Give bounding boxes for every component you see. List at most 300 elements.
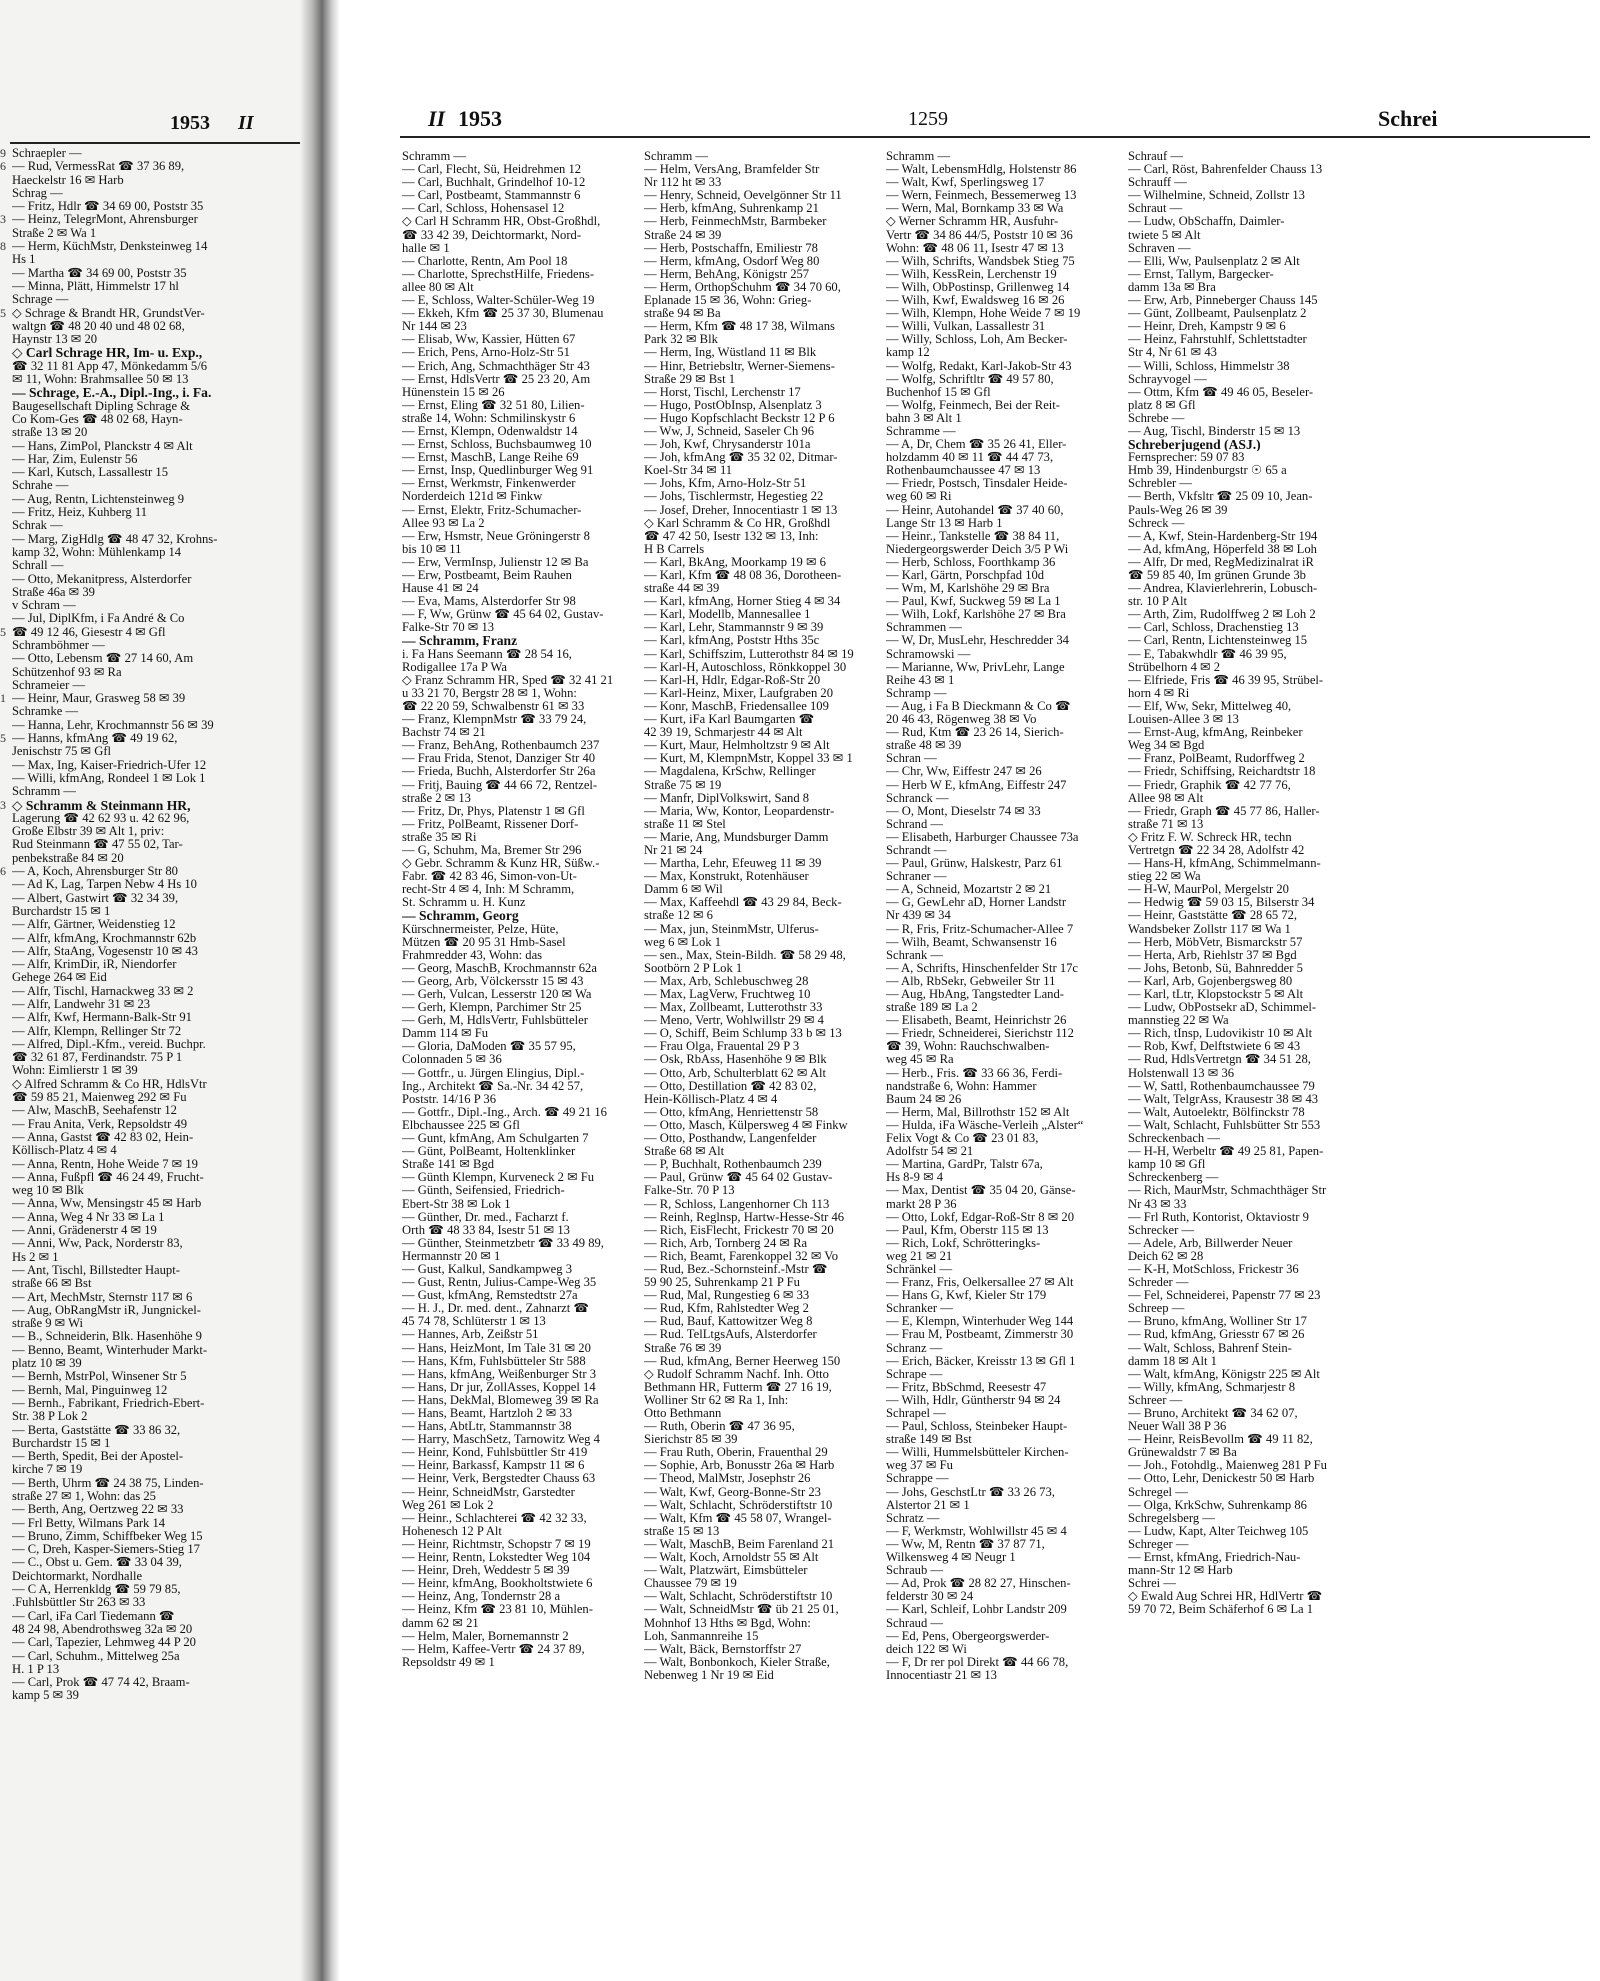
directory-entry-line: Schramm — — [886, 150, 951, 163]
directory-entry-line: — Willy, kfmAng, Schmarjestr 8 — [1128, 1380, 1296, 1394]
directory-entry-line: — Berth, Ang, Oertzweg 22 ✉ 33 — [12, 1503, 184, 1517]
directory-entry-line: — Herm, Ing, Wüstland 11 ✉ Blk — [644, 346, 817, 360]
directory-entry-line: — Walt, Schloss, Bahrenf Stein- — [1128, 1341, 1292, 1355]
directory-entry-line: kirche 7 ✉ 19 — [12, 1463, 83, 1477]
directory-entry-line: Fernsprecher: 59 07 83 — [1128, 451, 1245, 465]
directory-entry-line: ◇ Franz Schramm HR, Sped ☎ 32 41 21 — [402, 673, 614, 687]
directory-entry-line: Schrameier — — [12, 678, 86, 692]
directory-entry-line: — Wolfg, Feinmech, Bei der Reit- — [886, 398, 1060, 412]
directory-entry-line: ☎ 32 61 87, Ferdinandstr. 75 P 1 — [12, 1051, 183, 1065]
directory-entry-line: Straße 29 ✉ Bst 1 — [644, 372, 736, 386]
directory-entry-line: v Schram — — [12, 599, 76, 613]
directory-entry-line: — Carl, Schuhm., Mittelweg 25a — [12, 1649, 180, 1663]
directory-entry-line: ◇ Schrage & Brandt HR, GrundstVer- — [12, 306, 205, 320]
directory-entry-line: — Berth, Vkfsltr ☎ 25 09 10, Jean- — [1128, 490, 1313, 504]
directory-entry-line: — Herb, Schloss, Foorthkamp 36 — [886, 555, 1056, 569]
directory-entry-line: Jenischstr 75 ✉ Gfl — [12, 745, 112, 759]
directory-entry-line: Orth ☎ 48 33 84, Isestr 51 ✉ 13 — [402, 1223, 570, 1237]
margin-mark — [0, 479, 10, 492]
margin-mark: 9 — [0, 146, 6, 160]
directory-entry-line: — Hans, Dr jur, ZollAsses, Koppel 14 — [402, 1380, 596, 1394]
directory-entry-line: Wohn: ☎ 48 06 11, Isestr 47 ✉ 13 — [886, 241, 1064, 255]
directory-entry-line: mann-Str 12 ✉ Harb — [1128, 1564, 1233, 1578]
directory-entry-line: Schrak — — [12, 519, 63, 533]
directory-entry-line: — K-H, MotSchloss, Frickestr 36 — [1128, 1262, 1299, 1276]
directory-entry-line: — Heinz, Fahrstuhlf, Schlettstadter — [1128, 333, 1307, 347]
directory-entry-line: — Anna, Weg 4 Nr 33 ✉ La 1 — [12, 1210, 165, 1224]
directory-column-3 — [886, 150, 1116, 1682]
directory-entry-line: — Wm, M, Karlshöhe 29 ✉ Bra — [886, 582, 1050, 596]
directory-entry-line: — Anna, Ww, Mensingstr 45 ✉ Harb — [12, 1197, 202, 1211]
directory-entry-line: ◇ Ewald Aug Schrei HR, HdlVertr ☎ — [1128, 1590, 1323, 1604]
margin-mark — [0, 838, 10, 851]
directory-entry-line: Schraud — — [886, 1616, 944, 1630]
directory-column-4 — [1128, 150, 1358, 1617]
directory-entry-line: — Carl, Schloss, Drachenstieg 13 — [1128, 621, 1299, 635]
directory-entry-line: Otto Bethmann — [644, 1407, 722, 1420]
directory-entry-line: — Elisabeth, Beamt, Heinrichstr 26 — [886, 1014, 1067, 1028]
margin-mark — [0, 466, 10, 479]
directory-entry-line: — Ludw, ObSchaffn, Daimler- — [1128, 215, 1285, 229]
directory-entry-line: — Marg, ZigHdlg ☎ 48 47 32, Krohns- — [12, 532, 218, 546]
directory-entry-line: — Walt, Platzwärt, Eimsbütteler — [644, 1564, 808, 1578]
directory-entry-line: — Herm, BehAng, Königstr 257 — [644, 267, 810, 281]
directory-entry-line: Schramböhmer — — [12, 638, 105, 652]
directory-entry-line: straße 189 ✉ La 2 — [886, 1001, 978, 1015]
directory-entry-line: — Martha, Lehr, Efeuweg 11 ✉ 39 — [644, 857, 822, 871]
directory-entry-line: — Ad, kfmAng, Höperfeld 38 ✉ Loh — [1128, 542, 1317, 556]
directory-entry-line: — Heinr, Maur, Grasweg 58 ✉ 39 — [12, 692, 186, 706]
directory-entry-line: — Georg, MaschB, Krochmannstr 62a — [402, 961, 597, 975]
directory-entry-line: waltgn ☎ 48 20 40 und 48 02 68, — [12, 319, 185, 333]
margin-mark — [0, 573, 10, 586]
directory-entry-line: — Ernst, MaschB, Lange Reihe 69 — [402, 451, 579, 465]
directory-entry-line: — Rud, Mal, Rungestieg 6 ✉ 33 — [644, 1289, 810, 1303]
directory-entry-line: — F, Ww, Grünw ☎ 45 64 02, Gustav- — [402, 608, 604, 622]
directory-entry-line: — Rud, Bez.-Schornsteinf.-Mstr ☎ — [644, 1262, 828, 1276]
directory-entry-line: Weg 34 ✉ Bgd — [1128, 739, 1205, 753]
directory-entry-line: — Gerh, Klempn, Parchimer Str 25 — [402, 1001, 582, 1015]
directory-entry-line: — Hugo Kopfschlacht Beckstr 12 P 6 — [644, 411, 835, 425]
directory-entry-line: — Max, LagVerw, Fruchtweg 10 — [644, 988, 811, 1001]
directory-entry-line: — Berth, Spedit, Bei der Apostel- — [12, 1450, 184, 1464]
directory-entry-line: — Wilh, Klempn, Hohe Weide 7 ✉ 19 — [886, 307, 1081, 321]
margin-mark — [0, 293, 10, 306]
directory-entry-line: — Carl, Flecht, Sü, Heidrehmen 12 — [402, 163, 582, 177]
margin-mark — [0, 253, 10, 266]
directory-entry-line: Schramme — — [886, 424, 956, 438]
directory-entry-line: — Gust, kfmAng, Remstedtstr 27a — [402, 1289, 578, 1303]
directory-entry-line: — Otto, kfmAng, Henriettenstr 58 — [644, 1105, 819, 1119]
directory-entry-line: — Rud, Bauf, Kattowitzer Weg 8 — [644, 1315, 813, 1329]
margin-mark — [0, 280, 10, 293]
directory-entry-line: Hs 1 — [12, 253, 36, 267]
directory-entry-line: Burchardstr 15 ✉ 1 — [12, 1436, 111, 1450]
directory-entry-line: — Theod, MalMstr, Josephstr 26 — [644, 1472, 811, 1486]
margin-mark — [0, 373, 10, 386]
directory-entry-line: — Herm, OrthopSchuhm ☎ 34 70 60, — [644, 280, 841, 294]
directory-entry-line: — Rich, Beamt, Farenkoppel 32 ✉ Vo — [644, 1249, 839, 1263]
directory-entry-line: Hohenesch 12 P Alt — [402, 1524, 502, 1538]
directory-entry-line: — Gerh, M, HdlsVertr, Fuhlsbütteler — [402, 1014, 588, 1028]
directory-entry-line: ◇ Karl Schramm & Co HR, Großhdl — [644, 516, 831, 530]
directory-entry-line: straße 71 ✉ 13 — [1128, 817, 1204, 831]
directory-entry-line: — Franz, Fris, Oelkersallee 27 ✉ Alt — [886, 1276, 1074, 1290]
directory-entry-line: — Alfr, Kwf, Hermann-Balk-Str 91 — [12, 1011, 192, 1025]
directory-entry-line: — Joh, Kwf, Chrysanderstr 101a — [644, 438, 811, 452]
directory-entry-line: — Alfr, Dr med, RegMedizinalrat iR — [1128, 555, 1314, 569]
directory-entry-line: — Rich, Lokf, Schrötteringks- — [886, 1236, 1041, 1250]
directory-entry-line: Park 32 ✉ Blk — [644, 333, 718, 347]
directory-entry-line: — Gunt, kfmAng, Am Schulgarten 7 — [402, 1132, 589, 1146]
directory-entry-line: — Herb, kfmAng, Suhrenkamp 21 — [644, 202, 819, 216]
directory-entry-line: — Kurt, iFa Karl Baumgarten ☎ — [644, 713, 815, 727]
directory-entry-line: — Arth, Zim, Rudolffweg 2 ✉ Loh 2 — [1128, 608, 1316, 622]
directory-entry-line: — Schramm, Georg — [402, 909, 519, 923]
directory-entry-line: — Walt, kfmAng, Königstr 225 ✉ Alt — [1128, 1367, 1320, 1381]
directory-entry-line: — Heinr, kfmAng, Bookholtstwiete 6 — [402, 1577, 593, 1591]
directory-entry-line: — Horst, Tischl, Lerchenstr 17 — [644, 385, 801, 399]
directory-entry-line: — Carl, Röst, Bahrenfelder Chauss 13 — [1128, 163, 1323, 177]
directory-entry-line: Straße 24 ✉ 39 — [644, 228, 722, 242]
directory-entry-line: — P, Buchhalt, Rothenbaumch 239 — [644, 1158, 822, 1172]
directory-entry-line: Schramm — — [644, 150, 709, 163]
directory-entry-line: — Max, Zollbeamt, Lutterothstr 33 — [644, 1001, 823, 1015]
directory-column-1 — [402, 150, 632, 1669]
directory-entry-line: — H-W, MaurPol, Mergelstr 20 — [1128, 883, 1289, 897]
directory-entry-line: Nr 112 ht ✉ 33 — [644, 176, 722, 190]
directory-entry-line: Hs 8-9 ✉ 4 — [886, 1171, 944, 1185]
directory-entry-line: Nr 439 ✉ 34 — [886, 909, 951, 923]
directory-entry-line: — Ernst, Werkmstr, Finkenwerder — [402, 477, 576, 491]
directory-entry-line: — Wilh, ObPostinsp, Grillenweg 14 — [886, 280, 1070, 294]
directory-entry-line: Schränkel — — [886, 1262, 953, 1276]
directory-entry-line: — Anna, Gastst ☎ 42 83 02, Hein- — [12, 1130, 194, 1144]
directory-entry-line: — Aug, HbAng, Tangstedter Land- — [886, 988, 1064, 1001]
directory-entry-line: 48 24 98, Abendrothsweg 32a ✉ 20 — [12, 1622, 193, 1636]
directory-entry-line: — Frieda, Buchh, Alsterdorfer Str 26a — [402, 765, 596, 779]
directory-entry-line: — A, Schrifts, Hinschenfelder Str 17c — [886, 961, 1079, 975]
directory-entry-line: — Fritz, Heiz, Kuhberg 11 — [12, 506, 148, 520]
directory-entry-line: twiete 5 ✉ Alt — [1128, 228, 1201, 242]
directory-entry-line: — Walt, Autoelektr, Bölfinckstr 78 — [1128, 1105, 1305, 1119]
directory-entry-line: — Eva, Mams, Alsterdorfer Str 98 — [402, 595, 576, 609]
directory-entry-line: Haeckelstr 16 ✉ Harb — [12, 173, 124, 187]
directory-entry-line: — Aug, ObRangMstr iR, Jungnickel- — [12, 1303, 201, 1317]
directory-entry-line: Adolfstr 54 ✉ 21 — [886, 1145, 974, 1159]
directory-entry-line: Louisen-Allee 3 ✉ 13 — [1128, 713, 1239, 727]
directory-entry-line: — Elli, Ww, Paulsenplatz 2 ✉ Alt — [1128, 254, 1300, 268]
directory-entry-line: 45 74 78, Schlüterstr 1 ✉ 13 — [402, 1315, 546, 1329]
directory-entry-line: Innocentiastr 21 ✉ 13 — [886, 1668, 997, 1682]
directory-entry-line: Schrage — — [12, 293, 69, 307]
directory-entry-line: H B Carrels — [644, 542, 705, 556]
directory-entry-line: — Andrea, Klavierlehrerin, Lobusch- — [1128, 582, 1318, 596]
directory-entry-line: — Paul, Kwf, Suckweg 59 ✉ La 1 — [886, 595, 1061, 609]
directory-entry-line: — Friedr, Graph ☎ 45 77 86, Haller- — [1128, 804, 1320, 818]
directory-entry-line: Schrebler — — [1128, 477, 1192, 491]
directory-entry-line: — Henry, Schneid, Oevelgönner Str 11 — [644, 189, 842, 203]
directory-entry-line: Schützenhof 93 ✉ Ra — [12, 665, 122, 679]
directory-entry-line: str. 10 P Alt — [1128, 595, 1188, 609]
directory-entry-line: — Bernh, Mal, Pinguinweg 12 — [12, 1383, 168, 1397]
directory-entry-line: Sootbörn 2 P Lok 1 — [644, 961, 743, 975]
directory-entry-line: — E, Klempn, Winterhuder Weg 144 — [886, 1315, 1074, 1329]
directory-entry-line: — W, Dr, MusLehr, Heschredder 34 — [886, 634, 1069, 648]
directory-entry-line: — Berth, Uhrm ☎ 24 38 75, Linden- — [12, 1476, 204, 1490]
directory-entry-line: — Günther, Dr. med., Facharzt f. — [402, 1210, 569, 1224]
directory-entry-line: — Konr, MaschB, Friedensallee 109 — [644, 699, 829, 713]
directory-entry-line: Schraut — — [1128, 202, 1183, 216]
directory-entry-line: — Hans-H, kfmAng, Schimmelmann- — [1128, 857, 1321, 871]
directory-entry-line: — Gust, Rentn, Julius-Campe-Weg 35 — [402, 1276, 597, 1290]
directory-entry-line: — Hannes, Arb, Zeißstr 51 — [402, 1328, 539, 1342]
directory-entry-line: 20 46 43, Rögenweg 38 ✉ Vo — [886, 713, 1037, 727]
directory-entry-line: Schrag — — [12, 186, 63, 200]
directory-entry-line: Schreck — — [1128, 516, 1185, 530]
directory-entry-line: — Günth, Seifensied, Friedrich- — [402, 1184, 565, 1198]
directory-entry-line: Baum 24 ✉ 26 — [886, 1092, 962, 1106]
directory-entry-line: — Art, MechMstr, Sternstr 117 ✉ 6 — [12, 1290, 193, 1304]
directory-entry-line: — Otto, Lokf, Edgar-Roß-Str 8 ✉ 20 — [886, 1210, 1074, 1224]
directory-entry-line: — Ernst, Insp, Quedlinburger Weg 91 — [402, 464, 594, 478]
directory-entry-line: — Elisabeth, Harburger Chaussee 73a — [886, 830, 1079, 844]
directory-entry-line: — Bruno, kfmAng, Wolliner Str 17 — [1128, 1315, 1307, 1329]
directory-entry-line: Köllisch-Platz 4 ✉ 4 — [12, 1144, 117, 1158]
margin-mark — [0, 413, 10, 426]
margin-mark — [0, 825, 10, 838]
directory-entry-line: — Georg, Arb, Völckersstr 15 ✉ 43 — [402, 974, 584, 988]
directory-entry-line: — Heinz, Ang, Tondernstr 28 a — [402, 1590, 561, 1604]
directory-entry-line: — A, Kwf, Stein-Hardenberg-Str 194 — [1128, 529, 1318, 543]
directory-entry-line: H. 1 P 13 — [12, 1662, 60, 1676]
directory-entry-line: straße 66 ✉ Bst — [12, 1277, 92, 1291]
directory-entry-line: — A, Dr, Chem ☎ 35 26 41, Eller- — [886, 438, 1067, 452]
directory-entry-line: — Karl-Heinz, Mixer, Laufgraben 20 — [644, 686, 834, 700]
margin-mark — [0, 559, 10, 572]
directory-entry-line: — Elf, Ww, Sekr, Mittelweg 40, — [1128, 699, 1292, 713]
directory-entry-line: ◇ Alfred Schramm & Co HR, HdlsVtr — [12, 1077, 207, 1091]
directory-entry-line: damm 13a ✉ Bra — [1128, 280, 1216, 294]
directory-page — [340, 0, 1600, 1981]
directory-entry-line: — Heinz, Kfm ☎ 23 81 10, Mühlen- — [402, 1603, 593, 1617]
directory-entry-line: — Albert, Gastwirt ☎ 32 34 39, — [12, 891, 179, 905]
directory-entry-line: — Benno, Beamt, Winterhuder Markt- — [12, 1343, 208, 1357]
directory-entry-line: 42 39 19, Schmarjestr 44 ✉ Alt — [644, 726, 803, 740]
directory-entry-line: — Willy, Schloss, Loh, Am Becker- — [886, 333, 1068, 347]
directory-entry-line: — Wern, Mal, Bornkamp 33 ✉ Wa — [886, 202, 1064, 216]
directory-entry-line: — Paul, Grünw, Halskestr, Parz 61 — [886, 857, 1063, 871]
margin-mark — [0, 187, 10, 200]
margin-mark — [0, 785, 10, 798]
directory-entry-line: Kürschnermeister, Pelze, Hüte, — [402, 922, 559, 936]
margin-mark — [0, 759, 10, 772]
directory-entry-line: Vertretgn ☎ 22 34 28, Adolfstr 42 — [1128, 843, 1305, 857]
directory-entry-line: Rud Steinmann ☎ 47 55 02, Tar- — [12, 838, 183, 852]
directory-entry-line: — Ernst, HdlsVertr ☎ 25 23 20, Am — [402, 372, 591, 386]
directory-entry-line: Wolliner Str 62 ✉ Ra 1, Inh: — [644, 1393, 789, 1407]
directory-entry-line: — Schramm, Franz — [402, 634, 518, 648]
directory-entry-line: — Berta, Gaststätte ☎ 33 86 32, — [12, 1423, 181, 1437]
directory-entry-line: 59 90 25, Suhrenkamp 21 P Fu — [644, 1276, 800, 1290]
directory-entry-line: — Otto, Posthandw, Langenfelder — [644, 1132, 817, 1146]
directory-entry-line: — A, Schneid, Mozartstr 2 ✉ 21 — [886, 883, 1052, 897]
directory-entry-line: ☎ 49 12 46, Giesestr 4 ✉ Gfl — [12, 625, 166, 639]
directory-entry-line: Schranz — — [886, 1341, 943, 1355]
directory-entry-line: ◇ Gebr. Schramm & Kunz HR, Süßw.- — [402, 857, 600, 871]
directory-entry-line: — Walt, LebensmHdlg, Holstenstr 86 — [886, 163, 1077, 177]
directory-entry-line: weg 6 ✉ Lok 1 — [644, 935, 722, 949]
directory-entry-line: — Alfred, Dipl.-Kfm., vereid. Buchpr. — [12, 1037, 206, 1051]
directory-entry-line: — Hans, DekMal, Blomeweg 39 ✉ Ra — [402, 1393, 599, 1407]
directory-entry-line: — Erw, Hsmstr, Neue Gröningerstr 8 — [402, 529, 590, 543]
directory-entry-line: — Frau Anita, Verk, Repsoldstr 49 — [12, 1117, 188, 1131]
directory-entry-line: penbekstraße 84 ✉ 20 — [12, 851, 124, 865]
running-keyword: Schrei — [1378, 106, 1438, 131]
directory-entry-line: — Heinr, Barkassf, Kampstr 11 ✉ 6 — [402, 1459, 585, 1473]
directory-entry-line: Schrauf — — [1128, 150, 1183, 163]
directory-entry-line: — Rud, HdlsVertretgn ☎ 34 51 28, — [1128, 1053, 1311, 1067]
directory-entry-line: — Ww, J, Schneid, Saseler Ch 96 — [644, 424, 814, 438]
directory-entry-line: — Karl, BkAng, Moorkamp 19 ✉ 6 — [644, 555, 826, 569]
directory-entry-line: — Karl, Arb, Gojenbergsweg 80 — [1128, 974, 1293, 988]
directory-entry-line: Hause 41 ✉ 24 — [402, 582, 479, 596]
directory-entry-line: — Gottfr., Dipl.-Ing., Arch. ☎ 49 21 16 — [402, 1105, 607, 1119]
directory-entry-line: Schraepler — — [12, 147, 82, 160]
directory-entry-line: Schrappe — — [886, 1472, 949, 1486]
directory-entry-line: — Johs, GeschstLtr ☎ 33 26 73, — [886, 1485, 1055, 1499]
directory-entry-line: Nr 144 ✉ 23 — [402, 320, 467, 334]
directory-entry-line: — Frl Ruth, Kontorist, Oktaviostr 9 — [1128, 1210, 1309, 1224]
directory-entry-line: — Johs, Kfm, Arno-Holz-Str 51 — [644, 477, 807, 491]
directory-entry-line: — Wilh, KessRein, Lerchenstr 19 — [886, 267, 1057, 281]
directory-entry-line: — Walt, TelgrAss, Krausestr 38 ✉ 43 — [1128, 1092, 1319, 1106]
directory-entry-line: Hein-Köllisch-Platz 4 ✉ 4 — [644, 1092, 778, 1106]
margin-mark — [0, 333, 10, 346]
directory-entry-line: Schratz — — [886, 1511, 940, 1525]
margin-mark: 6 — [0, 159, 6, 174]
directory-entry-line: — Hans, ZimPol, Planckstr 4 ✉ Alt — [12, 439, 193, 453]
directory-entry-line: u 33 21 70, Bergstr 28 ✉ 1, Wohn: — [402, 686, 577, 700]
directory-entry-line: — Josef, Dreher, Innocentiastr 1 ✉ 13 — [644, 503, 838, 517]
directory-entry-line: — Rich, EisFlecht, Frickestr 70 ✉ 20 — [644, 1223, 834, 1237]
directory-entry-line: Schran — — [886, 752, 937, 766]
directory-entry-line: Frahmredder 43, Wohn: das — [402, 948, 543, 962]
margin-mark — [0, 493, 10, 506]
directory-entry-line: — Paul, Schloss, Steinbeker Haupt- — [886, 1420, 1068, 1434]
directory-entry-line: — O, Mont, Dieselstr 74 ✉ 33 — [886, 804, 1041, 818]
directory-entry-line: Schrahe — — [12, 479, 69, 493]
directory-entry-line: Straße 75 ✉ 19 — [644, 778, 722, 792]
directory-entry-line: — Heinr., Tankstelle ☎ 38 84 11, — [886, 529, 1060, 543]
directory-column-left-page — [12, 147, 297, 1703]
directory-entry-line: — Walt, Schlacht, Schröderstiftstr 10 — [644, 1590, 833, 1604]
directory-entry-line: Koel-Str 34 ✉ 11 — [644, 464, 733, 478]
directory-entry-line: — Ernst, Klempn, Odenwaldstr 14 — [402, 424, 578, 438]
directory-entry-line: ◇ Werner Schramm HR, Ausfuhr- — [886, 215, 1059, 229]
directory-entry-line: ◇ Carl H Schramm HR, Obst-Großhdl, — [402, 215, 601, 229]
directory-entry-line: — Alfr, Klempn, Rellinger Str 72 — [12, 1024, 182, 1038]
directory-entry-line: — Fritz, PolBeamt, Rissener Dorf- — [402, 817, 579, 831]
directory-entry-line: — Otto, Masch, Külpersweg 4 ✉ Finkw — [644, 1118, 848, 1132]
directory-entry-line: — Martha ☎ 34 69 00, Poststr 35 — [12, 266, 187, 280]
directory-entry-line: Buchenhof 15 ✉ Gfl — [886, 385, 991, 399]
directory-entry-line: — Karl, Gärtn, Porschpfad 10d — [886, 569, 1045, 582]
directory-entry-line: — Anna, Fußpfl ☎ 46 24 49, Frucht- — [12, 1170, 204, 1184]
directory-entry-line: — Frau M, Postbeamt, Zimmerstr 30 — [886, 1328, 1074, 1342]
directory-entry-line: — Marie, Ang, Mundsburger Damm — [644, 830, 829, 844]
directory-entry-line: — Anni, Grädenerstr 4 ✉ 19 — [12, 1224, 157, 1238]
directory-entry-line: Alstertor 21 ✉ 1 — [886, 1498, 970, 1512]
directory-entry-line: — Rich, Arb, Tornberg 24 ✉ Ra — [644, 1236, 808, 1250]
directory-entry-line: — Schrage, E.-A., Dipl.-Ing., i. Fa. — [12, 386, 212, 400]
directory-entry-line: nandstraße 6, Wohn: Hammer — [886, 1079, 1037, 1093]
directory-entry-line: Str 4, Nr 61 ✉ 43 — [1128, 346, 1217, 360]
margin-mark — [0, 320, 10, 333]
directory-entry-line: — Rud, VermessRat ☎ 37 36 89, — [12, 160, 185, 174]
directory-entry-line: platz 10 ✉ 39 — [12, 1357, 82, 1371]
directory-entry-line: Chaussee 79 ✉ 19 — [644, 1577, 737, 1591]
directory-entry-line: Schraven — — [1128, 241, 1191, 255]
directory-entry-line: halle ✉ 1 — [402, 241, 450, 255]
directory-entry-line: straße 35 ✉ Ri — [402, 830, 477, 844]
directory-entry-line: — Ernst, Schloss, Buchsbaumweg 10 — [402, 438, 592, 452]
directory-entry-line: .Fuhlsbüttler Str 263 ✉ 33 — [12, 1596, 146, 1610]
directory-entry-line: — H. J., Dr. med. dent., Zahnarzt ☎ — [402, 1302, 590, 1316]
directory-entry-line: — Walt, Kfm ☎ 45 58 07, Wrangel- — [644, 1511, 832, 1525]
directory-entry-line: — Rob, Kwf, Delftstwiete 6 ✉ 43 — [1128, 1040, 1301, 1054]
directory-entry-line: — Ernst, Tallym, Bargecker- — [1128, 267, 1274, 281]
directory-entry-line: — Karl, Schleif, Lohbr Landstr 209 — [886, 1603, 1067, 1617]
directory-entry-line: — F, Dr rer pol Direkt ☎ 44 66 78, — [886, 1655, 1069, 1669]
directory-entry-line: — Alb, RbSekr, Gebweiler Str 11 — [886, 974, 1056, 988]
directory-entry-line: — Alw, MaschB, Seehafenstr 12 — [12, 1104, 177, 1118]
directory-entry-line: Schreer — — [1128, 1393, 1183, 1407]
directory-entry-line: — Hans, Kfm, Fuhlsbütteler Str 588 — [402, 1354, 586, 1368]
directory-entry-line: — Harry, MaschSetz, Tarnowitz Weg 4 — [402, 1433, 600, 1447]
directory-entry-line: — Erich, Bäcker, Kreisstr 13 ✉ Gfl 1 — [886, 1354, 1076, 1368]
directory-entry-line: — A, Koch, Ahrensburger Str 80 — [12, 865, 178, 879]
directory-entry-line: — Carl, Postbeamt, Stammannstr 6 — [402, 189, 581, 203]
directory-entry-line: — Carl, iFa Carl Tiedemann ☎ — [12, 1609, 175, 1623]
margin-mark — [0, 200, 10, 213]
directory-entry-line: — Walt, Schlacht, Schröderstiftstr 10 — [644, 1498, 833, 1512]
directory-entry-line: — Manfr, DiplVolkswirt, Sand 8 — [644, 791, 810, 805]
margin-mark: 3 — [0, 212, 6, 227]
margin-mark — [0, 586, 10, 599]
directory-entry-line: — Heinr, Dreh, Kampstr 9 ✉ 6 — [1128, 320, 1286, 334]
directory-entry-line: weg 60 ✉ Ri — [886, 490, 952, 504]
directory-entry-line: Nebenweg 1 Nr 19 ✉ Eid — [644, 1668, 774, 1682]
directory-entry-line: — Ad K, Lag, Tarpen Nebw 4 Hs 10 — [12, 878, 197, 892]
margin-mark — [0, 612, 10, 625]
directory-entry-line: — Walt, Schlacht, Fuhlsbütter Str 553 — [1128, 1118, 1321, 1132]
directory-entry-line: — Helm, Maler, Bornemannstr 2 — [402, 1629, 569, 1643]
directory-entry-line: Reihe 43 ✉ 1 — [886, 673, 955, 687]
directory-entry-line: bis 10 ✉ 11 — [402, 542, 462, 556]
directory-entry-line: — Ernst, Elektr, Fritz-Schumacher- — [402, 503, 582, 517]
directory-entry-line: — Erw, VermInsp, Julienstr 12 ✉ Ba — [402, 555, 589, 569]
directory-entry-line: — Ernst, Eling ☎ 32 51 80, Lilien- — [402, 398, 585, 412]
margin-mark — [0, 267, 10, 280]
directory-entry-line: — Otto, Destillation ☎ 42 83 02, — [644, 1079, 817, 1093]
directory-entry-line: Falke-Str. 70 P 13 — [644, 1184, 735, 1198]
directory-entry-line: i. Fa Hans Seemann ☎ 28 54 16, — [402, 647, 572, 661]
directory-entry-line: — Karl, Kutsch, Lassallestr 15 — [12, 466, 168, 480]
directory-entry-line: — Alfr, Landwehr 31 ✉ 23 — [12, 998, 151, 1011]
directory-entry-line: — Hanna, Lehr, Krochmannstr 56 ✉ 39 — [12, 718, 214, 732]
directory-entry-line: Lange Str 13 ✉ Harb 1 — [886, 516, 1003, 530]
